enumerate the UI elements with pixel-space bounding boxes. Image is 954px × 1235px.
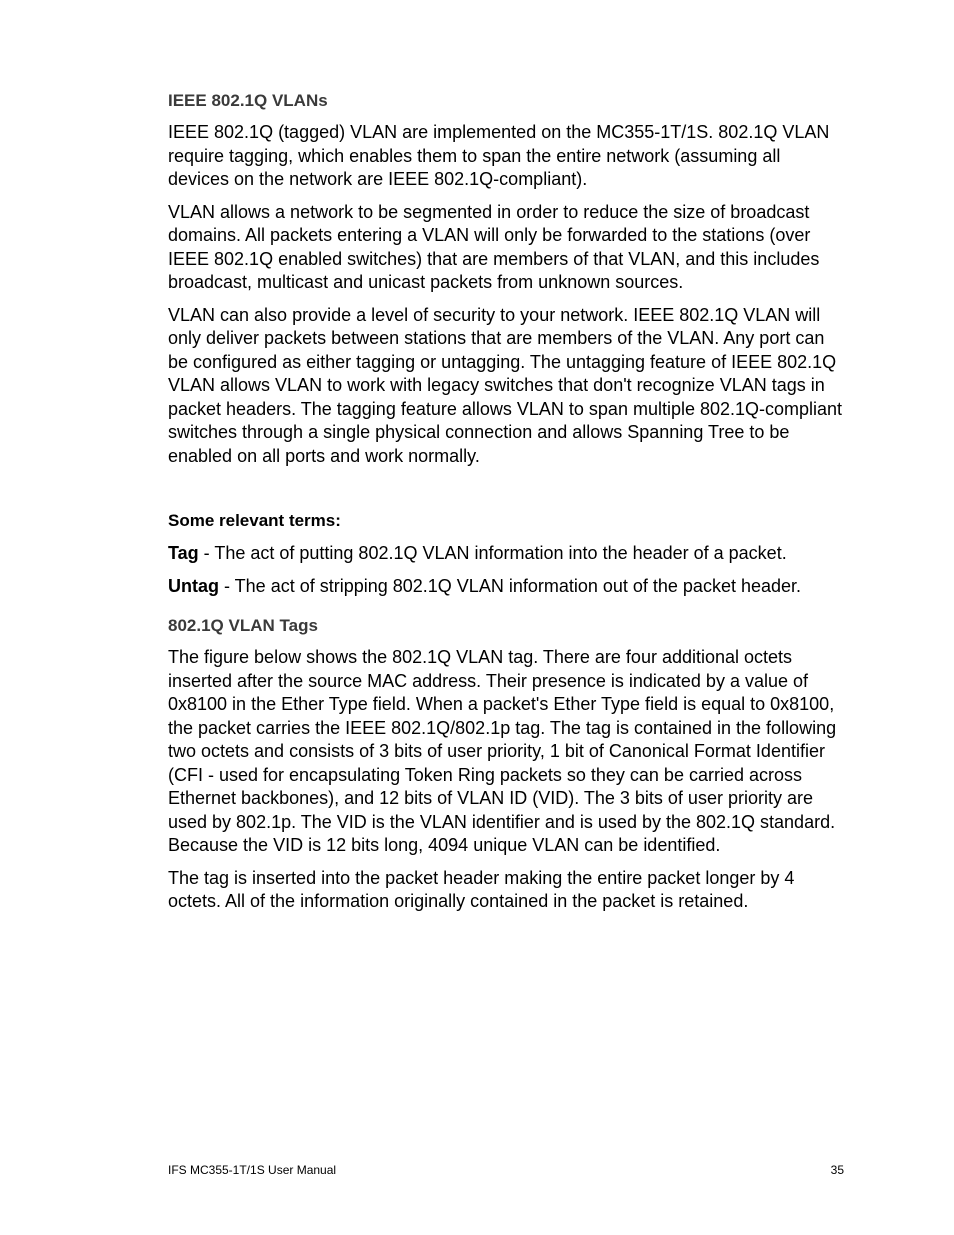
paragraph: IEEE 802.1Q (tagged) VLAN are implemented on the MC355-1T/1S. 802.1Q VLAN require tagging, which enables them to span the entire network (assuming all devices on the network are IEEE 802.1Q-compliant). — [168, 122, 830, 189]
term-item-untag — [168, 575, 844, 599]
term-definition: - The act of stripping 802.1Q VLAN information out of the packet header. — [219, 575, 802, 596]
term-item-tag — [168, 542, 844, 566]
paragraph: The figure below shows the 802.1Q VLAN tag. There are four additional octets inserted after the source MAC address. Their presence is indicated by a value of 0x8100 in the Ether Type field. When a packet's Ether Type field is equal to 0x8100, the packet carries the IEEE 802.1Q/802.1p tag. The tag is contained in the following two octets and consists of 3 bits of user priority, 1 bit of Canonical Format Identifier (CFI - used for encapsulating Token Ring packets so they can be carried across Ethernet backbones), and 12 bits of VLAN ID (VID). The 3 bits of user priority are used by 802.1p. The VID is the VLAN identifier and is used by the 802.1Q standard. Because the VID is 12 bits long, 4094 unique VLAN can be identified. — [168, 647, 837, 855]
page-footer — [168, 1163, 844, 1178]
term-label: Tag — [168, 543, 199, 563]
section-heading-vlan-tags: 802.1Q VLAN Tags — [168, 616, 318, 635]
paragraph: VLAN can also provide a level of security to your network. IEEE 802.1Q VLAN will only deliver packets between stations that are members of the VLAN. Any port can be configured as either tagging or untagging. The untagging feature of IEEE 802.1Q VLAN allows VLAN to work with legacy switches that don't recognize VLAN tags in packet headers. The tagging feature allows VLAN to span multiple 802.1Q-compliant switches through a single physical connection and allows Spanning Tree to be enabled on all ports and work normally. — [168, 304, 843, 466]
page-content — [168, 90, 844, 923]
section-spacer — [168, 477, 844, 510]
footer-manual-title: IFS MC355-1T/1S User Manual — [168, 1163, 337, 1177]
section-heading-vlans: IEEE 802.1Q VLANs — [168, 91, 328, 110]
term-label: Untag — [168, 575, 219, 596]
footer-page-number: 35 — [830, 1163, 844, 1177]
term-definition: - The act of putting 802.1Q VLAN information into the header of a packet. — [198, 543, 787, 563]
terms-heading: Some relevant terms: — [168, 511, 341, 530]
paragraph: VLAN allows a network to be segmented in order to reduce the size of broadcast domains. All packets entering a VLAN will only be forwarded to the stations (over IEEE 802.1Q enabled switches) that are members of that VLAN, and this includes broadcast, multicast and unicast packets from unknown sources. — [168, 201, 820, 292]
paragraph: The tag is inserted into the packet header making the entire packet longer by 4 octets. All of the information originally contained in the packet is retained. — [168, 867, 795, 911]
